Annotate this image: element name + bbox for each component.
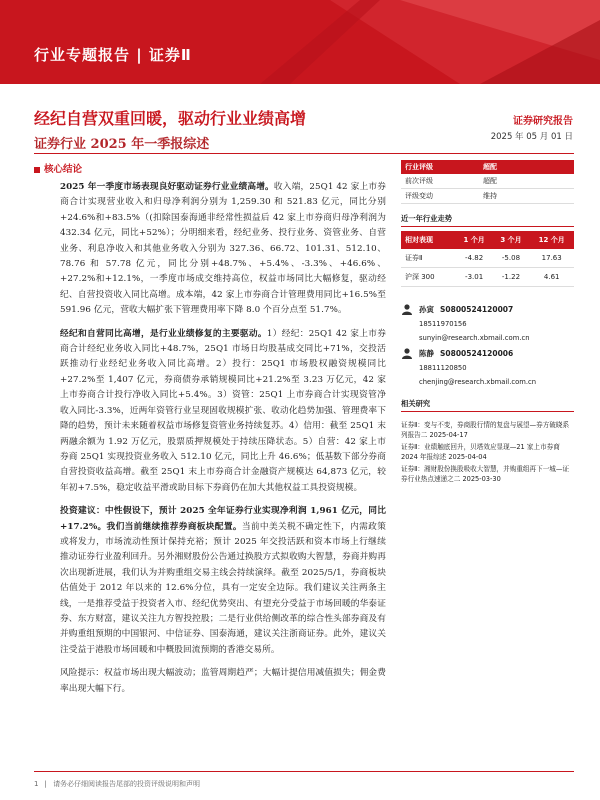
footer-divider [34, 771, 574, 772]
related-research-list [401, 420, 574, 484]
bullet-square-icon [34, 167, 40, 173]
paragraph-risk: 风险提示：权益市场出现大幅波动；监管周期趋严；大幅计提信用减值损失；佣金费率出现大幅下行。 [60, 668, 386, 694]
perf-header: 3 个月 [493, 231, 530, 249]
analyst-phone: 18511970156 [419, 320, 467, 328]
section-heading: 核心结论 [34, 161, 82, 175]
analyst-phone: 18811120850 [419, 364, 467, 372]
page-title: 经纪自营双重回暖，驱动行业业绩高增 [34, 109, 307, 128]
person-icon [401, 347, 413, 359]
paragraph-investment: 投资建议：中性假设下，预计 2025 全年证券行业实现净利润 1,961 亿元，同比+17.2%。我们当前继续推荐券商板块配置。当前中美关税不确定性下，内需政策或将发力，市场流动性预计保持充裕；预计 2025 年交投活跃和资本市场上行继续推动证券行业盈利回升。另外湘财股份公告通过换股方式拟收购大智慧，券商并购再次出现新进展，我们认为并购重组交易主线会持续演绎。截至 2025/5/1，券商板块估值处于 2012 年以来的 12.6%分位，具有一定安全边际。我们建议关注两条主线，一是推荐受益于投资者入市、经纪优势突出、有望充分受益于市场回暖的华泰证券、东方财富，建议关注九方智投控股；二是行业供给侧改革的综合性头部券商及有并购重组预期的中国银河、中信证券、国泰海通，建议关注浙商证券。此外，建议关注受益于港股市场回暖和中概股回流预期的香港交易所。 [60, 506, 386, 655]
perf-header: 1 个月 [456, 231, 493, 249]
table-row: 证券Ⅱ -4.82 -5.08 17.63 [401, 249, 574, 268]
rating-current: 行业评级 超配 [401, 160, 574, 174]
paragraph-drivers: 经纪和自营同比高增，是行业业绩修复的主要驱动。1）经纪：25Q1 42 家上市券商合计经纪业务收入同比+48.7%，25Q1 市场日均股基成交同比+71%，交投活跃推动行业经纪业务收入同比高增。2）投行：25Q1 市场股权融资规模同比+27.2%至 1,407 亿元，券商债券承销规模同比+21.2%至 3.23 万亿元，42 家上市券商合计投行净收入同比+5.4%。3）资管：25Q1 上市券商合计实现资管净收入同比-3.3%，近两年资管行业呈现固收规模扩张、收动化趋势加强、管理费率下降的趋势，预计未来随着权益市场修复资管业务持续复苏。4）信用：截至 25Q1 末两融余额为 1.92 万亿元，股票质押规模处于持续压降状态。5）自营：42 家上市券商 25Q1 实现投资业务收入 512.10 亿元，同比上升 46.6%；低基数下部分券商自营投资收益高增。截至 25Q1 末上市券商合计金融资产规模达 64,873 亿元，较年初+7.5%，稳定收益平滑或助目标下券商仍在加大其他权益工具投资规模。 [60, 328, 386, 493]
rating-previous: 前次评级 超配 [401, 174, 574, 189]
analyst-block [401, 301, 574, 389]
page-subtitle: 证券行业 2025 年一季报综述 [34, 137, 210, 152]
sidebar [401, 160, 574, 486]
related-item[interactable]: 证券Ⅱ：湘财股份换股吸收大智慧，并购重组再下一城—证券行业热点速递之二 2025-03-30 [401, 465, 570, 483]
footer: 1 | 请务必仔细阅读报告尾部的投资评级说明和声明 [34, 780, 201, 788]
person-icon [401, 303, 413, 315]
perf-header: 相对表现 [401, 231, 456, 249]
page-number: 1 [34, 780, 39, 788]
paragraph-summary: 2025 年一季度市场表现良好驱动证券行业业绩高增。收入端，25Q1 42 家上市券商合计实现营业收入和归母净利润分别为 1,259.30 和 521.83 亿元，同比分别+24.6%和+83.5%（(扣除国泰海通非经常性损益后 42 家上市券商归母净利润为 432.34 亿元，同比+52%）；分明细来看，经纪业务、投行业务、资管业务、自营业务、利息净收入和其他业务收入分别为 327.36、66.72、101.31、512.10、78.76 和 57.78 亿元，同比分别+48.7%、+5.4%、-3.3%、+46.6%、+27.2%和+12.1%，一季度市场成交维持高位，权益市场同比大幅修复，驱动经纪、自营投资收入同比高增。成本端，42 家上市券商合计管理费用同比+16.5%至 591.96 亿元，营收大幅扩张下管理费用率下降 8.0 个百分点至 51.7%。 [60, 182, 386, 316]
trend-label: 近一年行业走势 [401, 214, 574, 227]
report-date: 2025 年 05 月 01 日 [490, 132, 573, 142]
analyst-email[interactable]: chenjing@research.xbmail.com.cn [419, 378, 537, 386]
title-divider [34, 153, 574, 154]
related-item[interactable]: 证券Ⅱ：业绩触底回升，贝塔效应显现—21 家上市券商 2024 年报综述 2025-04-04 [401, 443, 560, 461]
header-banner [0, 0, 600, 84]
disclaimer: 请务必仔细阅读报告尾部的投资评级说明和声明 [53, 780, 201, 788]
banner-decoration [0, 0, 600, 84]
report-type: 证券研究报告 [513, 116, 573, 127]
performance-table [401, 231, 574, 287]
related-item[interactable]: 证券Ⅱ：变与不变，券商股行情的复盘与展望—券方破晓系列报告二 2025-04-17 [401, 421, 570, 439]
analyst-email[interactable]: sunyin@research.xbmail.com.cn [419, 334, 530, 342]
analyst-name-row: 陈静 S0800524120006 [401, 345, 574, 361]
related-research-label: 相关研究 [401, 399, 574, 412]
analyst-name-row: 孙寅 S0800524120007 [401, 301, 574, 317]
rating-change: 评级变动 维持 [401, 189, 574, 204]
main-text-column [60, 180, 386, 705]
perf-header: 12 个月 [529, 231, 574, 249]
report-category: 行业专题报告 | 证券Ⅱ [34, 46, 192, 64]
table-row: 沪深 300 -3.01 -1.22 4.61 [401, 268, 574, 287]
